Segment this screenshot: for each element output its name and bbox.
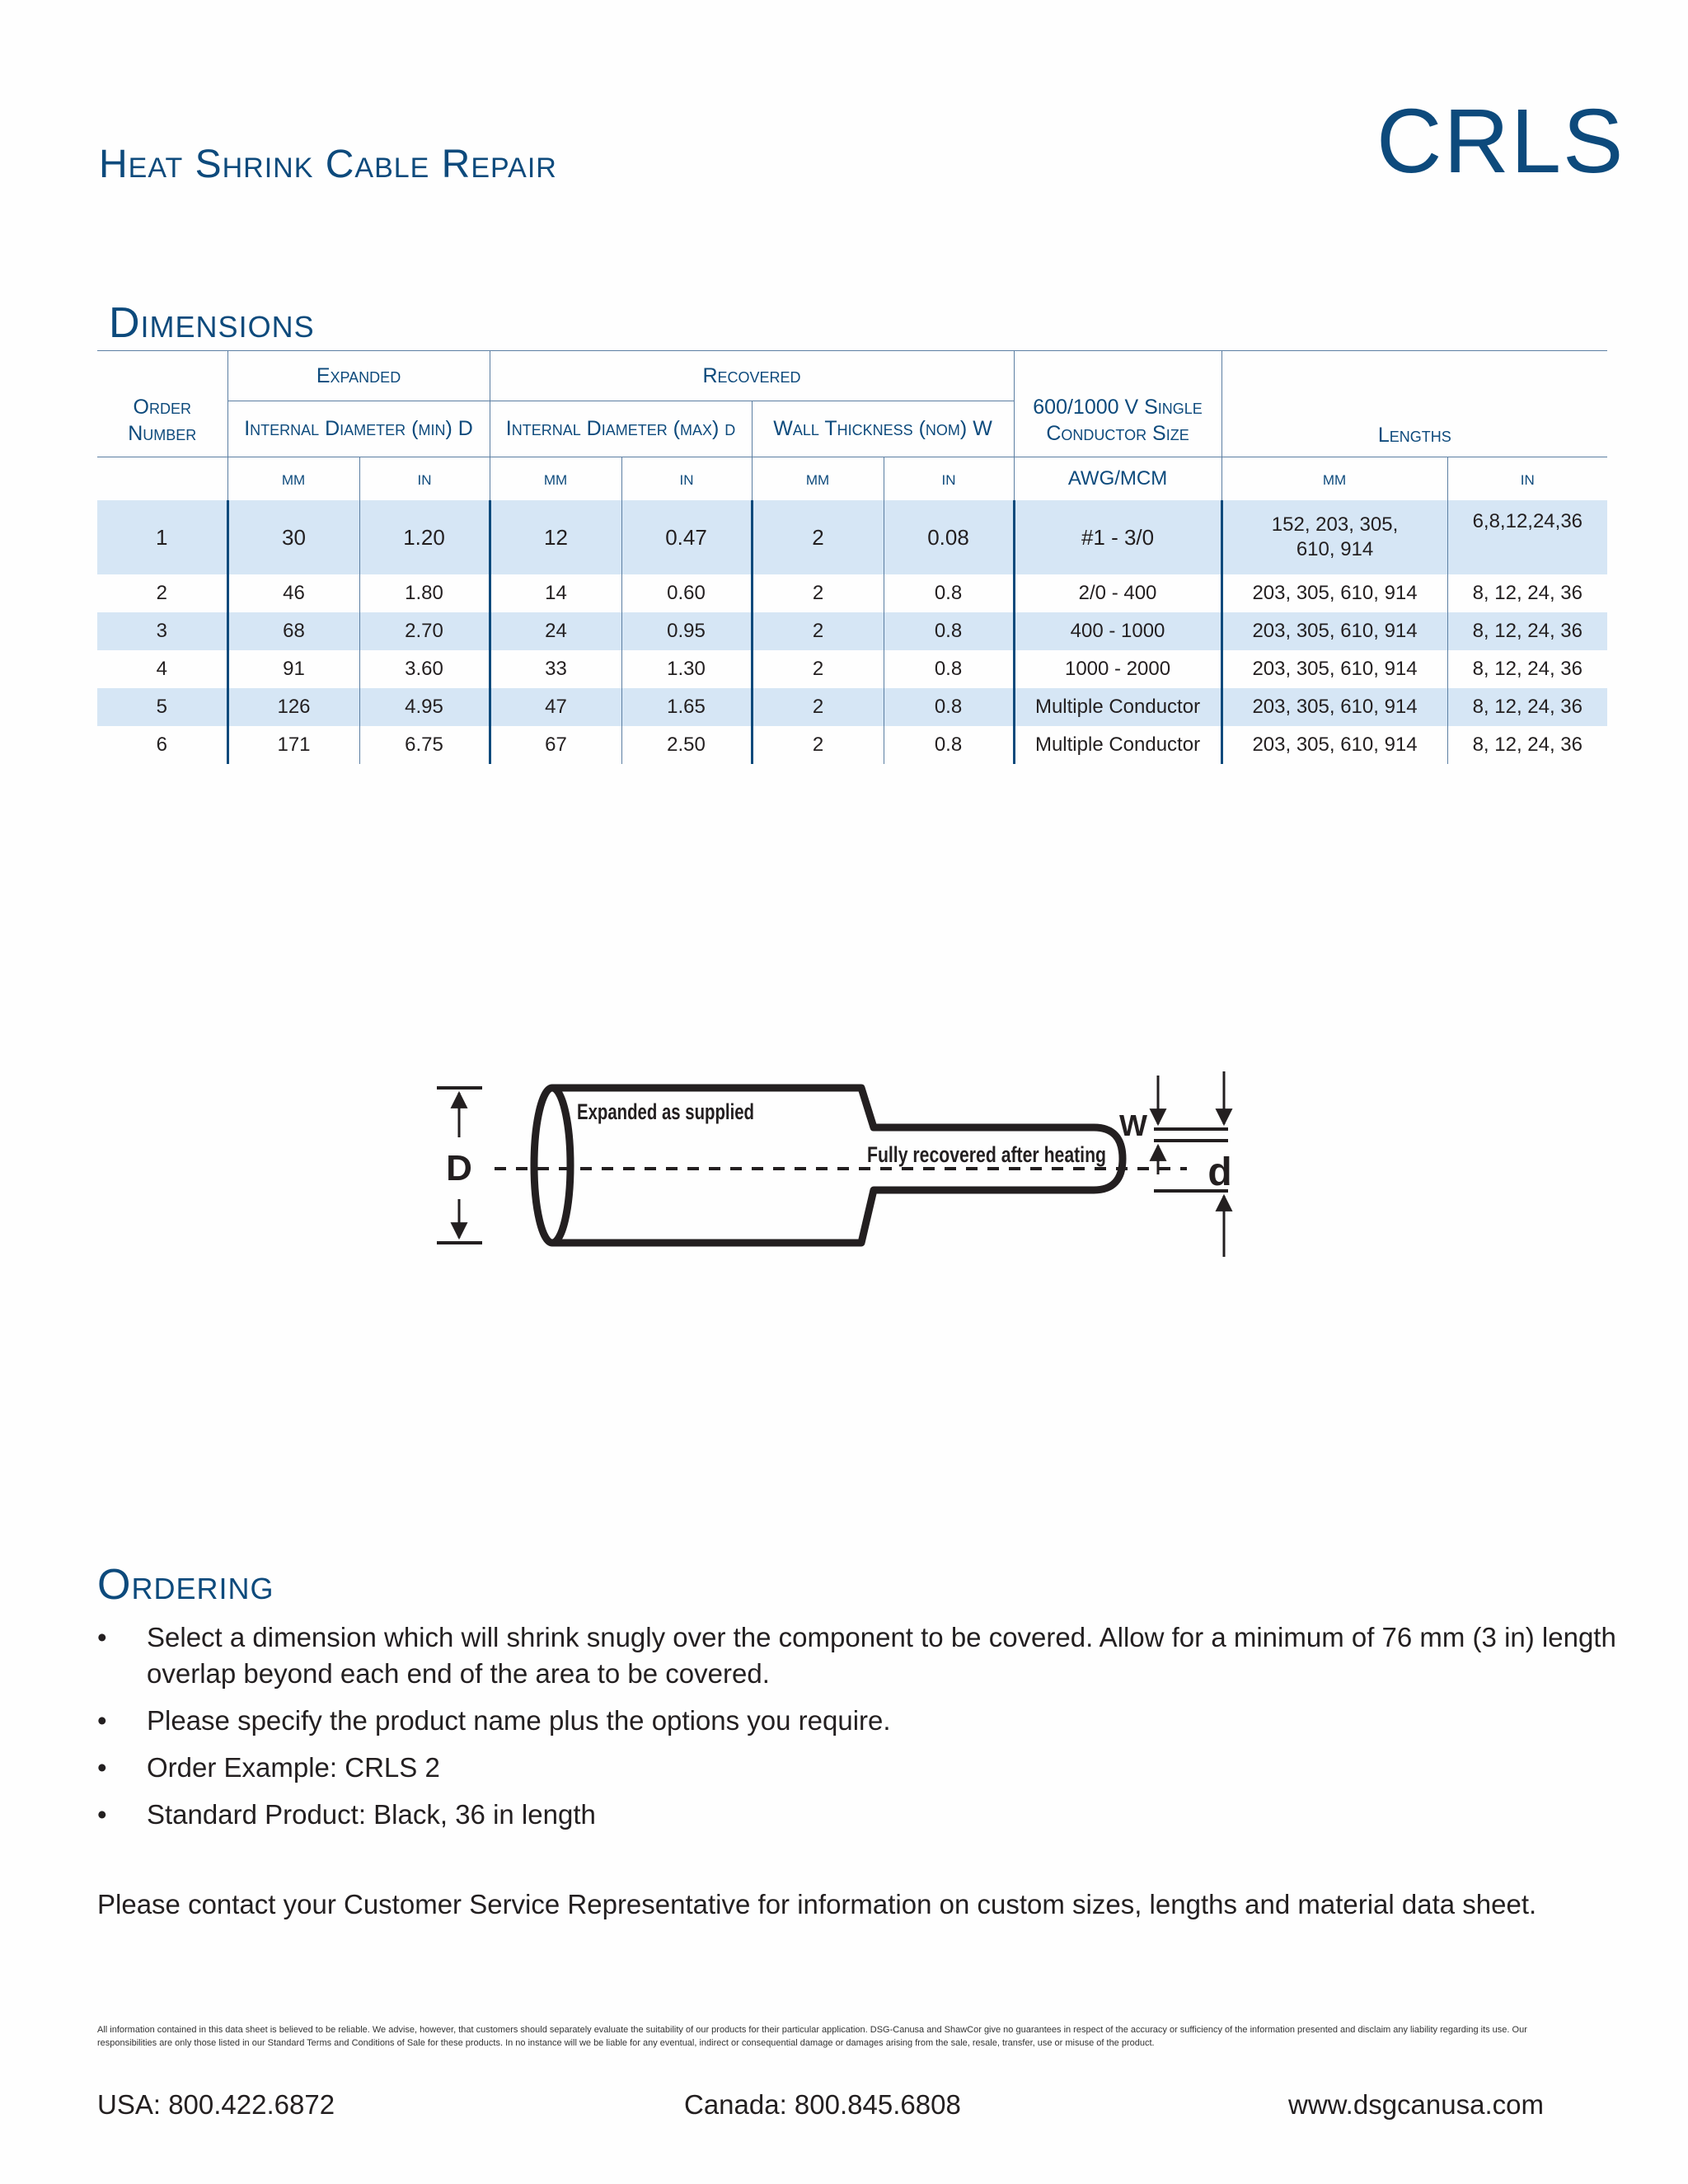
recovered-in-cell: 0.60 [621, 574, 752, 612]
conductor-cell: #1 - 3/0 [1014, 500, 1221, 574]
list-item [97, 1703, 1622, 1739]
bullet-icon: • [97, 1799, 107, 1830]
length-mm-cell: 203, 305, 610, 914 [1221, 688, 1447, 726]
expanded-in-cell: 3.60 [359, 650, 490, 688]
order-number-cell: 2 [156, 582, 167, 604]
expanded-mm-cell: 126 [227, 688, 359, 726]
unit-mm: mm [1221, 457, 1447, 501]
expanded-mm-cell: 68 [227, 612, 359, 650]
unit-mm: mm [227, 457, 359, 501]
expanded-in-cell: 4.95 [359, 688, 490, 726]
wall-mm-cell: 2 [752, 650, 884, 688]
wall-mm-cell: 2 [752, 500, 884, 574]
expanded-mm-cell: 30 [227, 500, 359, 574]
length-in-cell: 8, 12, 24, 36 [1447, 612, 1607, 650]
table-row [97, 574, 1607, 612]
wall-in-cell: 0.8 [884, 688, 1014, 726]
table-row [97, 650, 1607, 688]
conductor-cell: 2/0 - 400 [1014, 574, 1221, 612]
table-row [97, 612, 1607, 650]
length-mm-cell: 203, 305, 610, 914 [1221, 612, 1447, 650]
dimensions-heading: Dimensions [109, 299, 315, 347]
conductor-cell: Multiple Conductor [1014, 726, 1221, 764]
recovered-mm-cell: 33 [490, 650, 621, 688]
bullet-text: Select a dimension which will shrink snugly over the component to be covered. Allow for a minimum of 76 mm (3 in) length overlap beyond each end of the area to be covered. [147, 1622, 1616, 1689]
recovered-header: Recovered [490, 351, 1014, 401]
heat-shrink-diagram [412, 1063, 1269, 1302]
unit-in: in [621, 457, 752, 501]
expanded-in-cell: 1.80 [359, 574, 490, 612]
expanded-header: Expanded [227, 351, 490, 401]
length-mm-cell: 152, 203, 305, 610, 914 [1221, 500, 1447, 574]
recovered-mm-cell: 12 [490, 500, 621, 574]
wall-in-cell: 0.8 [884, 650, 1014, 688]
recovered-mm-cell: 67 [490, 726, 621, 764]
conductor-size-header: 600/1000 V Single Conductor Size [1014, 351, 1221, 457]
length-in-cell: 8, 12, 24, 36 [1447, 574, 1607, 612]
unit-in: in [884, 457, 1014, 501]
recovered-mm-cell: 14 [490, 574, 621, 612]
canada-phone: Canada: 800.845.6808 [684, 2089, 961, 2120]
usa-phone: USA: 800.422.6872 [97, 2089, 335, 2120]
wall-in-cell: 0.8 [884, 726, 1014, 764]
unit-in: in [1447, 457, 1607, 501]
expanded-in-cell: 2.70 [359, 612, 490, 650]
recovered-id-header: Internal Diameter (max) d [490, 401, 752, 457]
unit-awg: AWG/MCM [1014, 457, 1221, 501]
product-code: CRLS [1376, 91, 1625, 192]
order-number-header: Order Number [97, 351, 227, 457]
recovered-mm-cell: 24 [490, 612, 621, 650]
expanded-in-cell: 6.75 [359, 726, 490, 764]
wall-in-cell: 0.8 [884, 612, 1014, 650]
bullet-icon: • [97, 1622, 107, 1652]
ordering-list [97, 1619, 1622, 1844]
wall-mm-cell: 2 [752, 612, 884, 650]
label-W: W [1119, 1108, 1147, 1142]
expanded-mm-cell: 46 [227, 574, 359, 612]
wall-mm-cell: 2 [752, 574, 884, 612]
label-d: d [1207, 1151, 1232, 1194]
wall-thickness-header: Wall Thickness (nom) W [752, 401, 1014, 457]
list-item [97, 1750, 1622, 1786]
list-item [97, 1797, 1622, 1833]
expanded-id-header: Internal Diameter (min) D [227, 401, 490, 457]
length-in-cell: 8, 12, 24, 36 [1447, 688, 1607, 726]
length-in-cell: 8, 12, 24, 36 [1447, 650, 1607, 688]
order-number-cell: 4 [156, 658, 167, 680]
dimensions-table [97, 350, 1607, 764]
order-number-cell: 6 [156, 733, 167, 756]
expanded-label: Expanded as supplied [577, 1099, 754, 1124]
bullet-icon: • [97, 1705, 107, 1736]
recovered-label: Fully recovered after heating [867, 1142, 1106, 1167]
length-mm-cell: 203, 305, 610, 914 [1221, 574, 1447, 612]
conductor-cell: Multiple Conductor [1014, 688, 1221, 726]
bullet-text: Standard Product: Black, 36 in length [147, 1799, 596, 1830]
length-in-cell: 6,8,12,24,36 [1447, 500, 1607, 574]
wall-mm-cell: 2 [752, 688, 884, 726]
website-link[interactable]: www.dsgcanusa.com [1288, 2089, 1544, 2120]
contact-note: Please contact your Customer Service Representative for information on custom sizes, lengths and material data sheet. [97, 1889, 1537, 1919]
bullet-icon: • [97, 1752, 107, 1783]
wall-mm-cell: 2 [752, 726, 884, 764]
unit-blank [97, 457, 227, 501]
conductor-cell: 1000 - 2000 [1014, 650, 1221, 688]
wall-in-cell: 0.8 [884, 574, 1014, 612]
recovered-in-cell: 1.65 [621, 688, 752, 726]
document-title: Heat Shrink Cable Repair [99, 143, 557, 186]
order-number-cell: 1 [97, 500, 227, 574]
unit-mm: mm [490, 457, 621, 501]
table-row [97, 500, 1607, 574]
table-row [97, 688, 1607, 726]
length-mm-cell: 203, 305, 610, 914 [1221, 650, 1447, 688]
recovered-in-cell: 1.30 [621, 650, 752, 688]
unit-mm: mm [752, 457, 884, 501]
disclaimer: All information contained in this data sheet is believed to be reliable. We advise, however, that customers should separately evaluate the suitability of our products for their particular application. DSG-Canusa and ShawCor give no guarantees in respect of the accuracy or sufficiency of the information presented and disclaim any liability regarding its use. Our responsibilities are only those listed in our Standard Terms and Conditions of Sale for these products. In no instance will we be liable for any eventual, indirect or consequential damage or damages arising from the sale, resale, transfer, use or misuse of the product. [97, 2025, 1527, 2048]
conductor-cell: 400 - 1000 [1014, 612, 1221, 650]
recovered-in-cell: 0.95 [621, 612, 752, 650]
length-mm-cell: 203, 305, 610, 914 [1221, 726, 1447, 764]
wall-in-cell: 0.08 [884, 500, 1014, 574]
ordering-heading: Ordering [97, 1561, 274, 1609]
expanded-in-cell: 1.20 [359, 500, 490, 574]
order-number-cell: 5 [97, 688, 227, 726]
label-D: D [446, 1148, 472, 1188]
order-number-cell: 3 [97, 612, 227, 650]
unit-in: in [359, 457, 490, 501]
expanded-mm-cell: 91 [227, 650, 359, 688]
lengths-header: Lengths [1221, 351, 1607, 457]
recovered-in-cell: 2.50 [621, 726, 752, 764]
table-row [97, 726, 1607, 764]
expanded-mm-cell: 171 [227, 726, 359, 764]
bullet-text: Order Example: CRLS 2 [147, 1752, 440, 1783]
length-in-cell: 8, 12, 24, 36 [1447, 726, 1607, 764]
recovered-mm-cell: 47 [490, 688, 621, 726]
bullet-text: Please specify the product name plus the options you require. [147, 1705, 891, 1736]
list-item [97, 1619, 1622, 1692]
recovered-in-cell: 0.47 [621, 500, 752, 574]
